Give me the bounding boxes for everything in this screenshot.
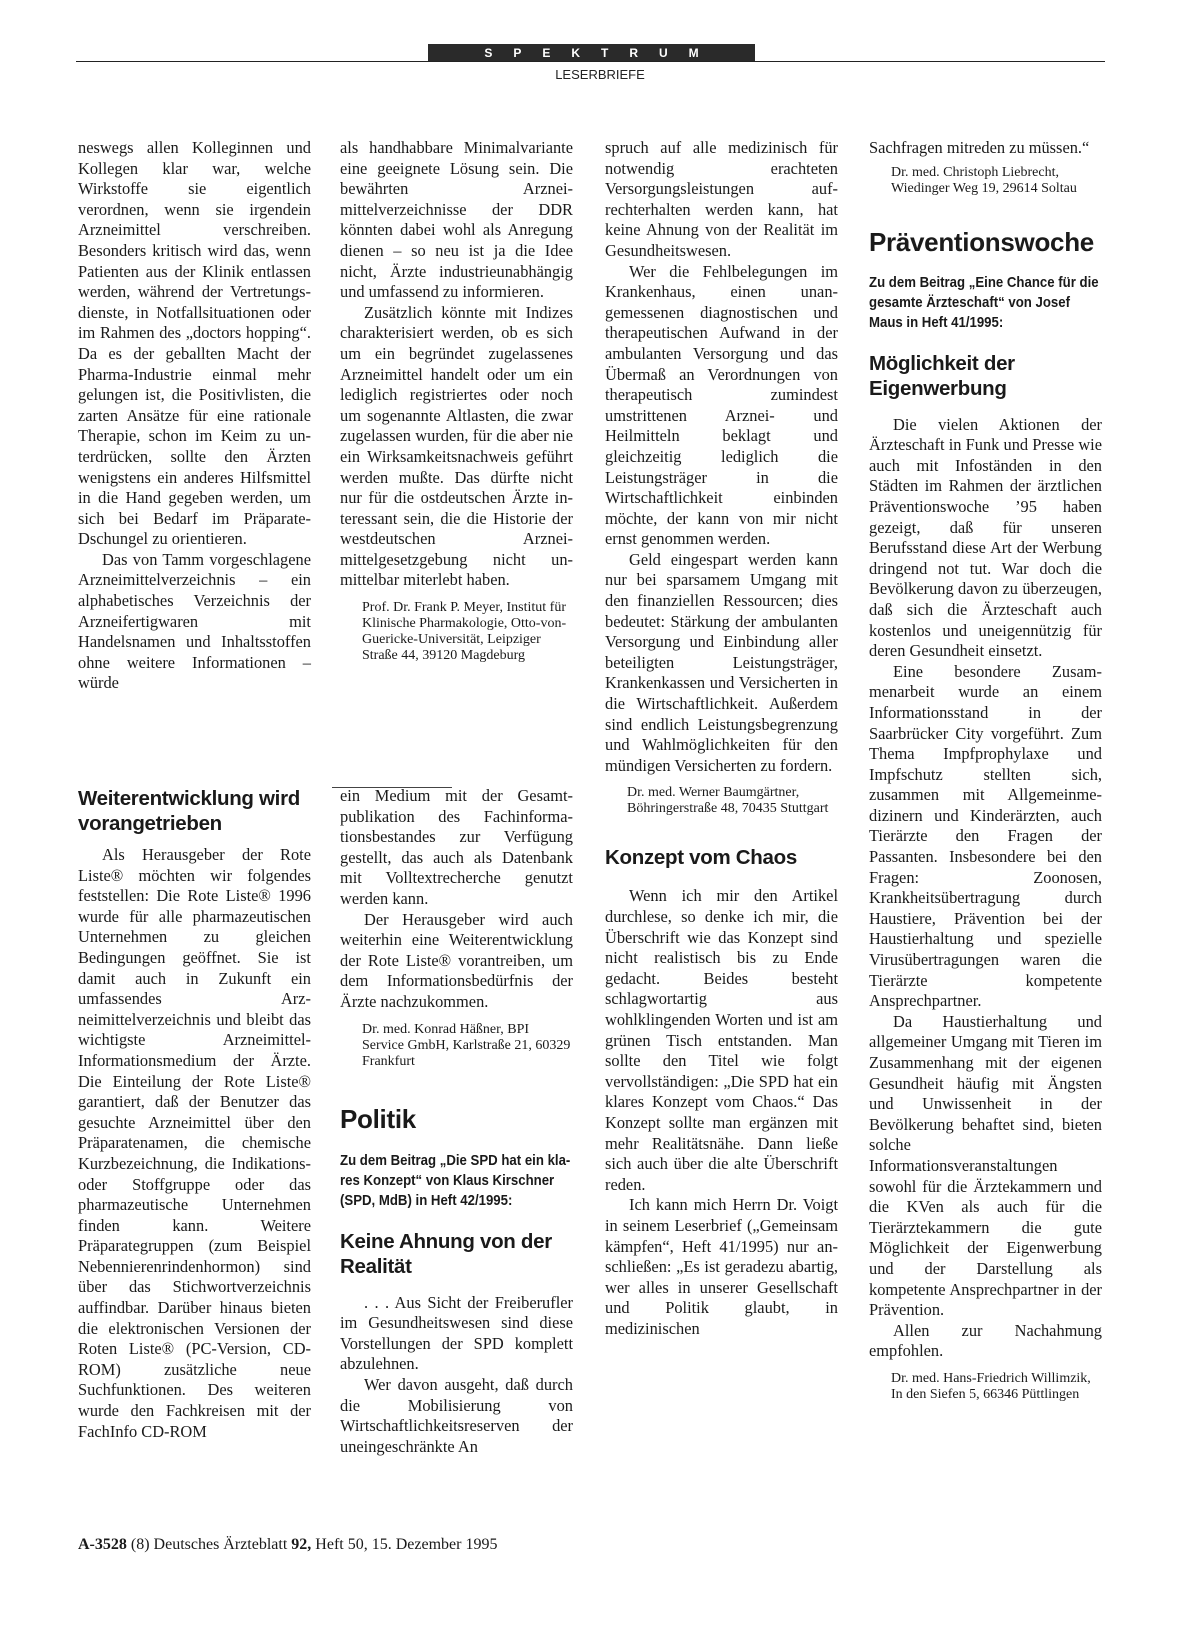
issue-date: Heft 50, 15. Dezember 1995: [315, 1536, 498, 1553]
letter-text: spruch auf alle medizinisch für notwendig erachteten Versorgungsleistungen aufrechterhalten werden kann, hat keine Ahnung von der Realität im Gesundheitswesen.: [605, 138, 838, 260]
letter-text: Da Haustierhaltung und allgemeiner Umgang mit Tieren im Zusammenhang mit der eigenen Gesundheit häufig mit Ängsten und Unwissenheit in der Bevölkerung behaftet sind, bieten solche Informationsveranstaltungen sowohl für die Ärztekammern und die KVen als auch für die Tierärztekammern die gute Möglichkeit der Eigenwerbung und der Darstellung als kompetente Ansprechpartner in der Prävention.: [869, 1011, 1102, 1320]
letter-text: Ich kann mich Herrn Dr. Voigt in seinem Leserbrief („Gemeinsam kämpfen“, Heft 41/1995) nur anschließen: „Es ist geradezu abartig, wer alles in unserer Gesellschaft und Politik glaubt, in medizinischen: [605, 1195, 838, 1338]
column-3: [605, 138, 838, 1339]
letter-text: Der Herausgeber wird auch weiterhin eine Weiterentwicklung der Rote Liste® vorantreiben, um dem Informationsbedürfnis der Ärzte nachzukommen.: [340, 909, 573, 1011]
column-2: [340, 138, 573, 664]
letter-text: ein Medium mit der Gesamtpublikation des Fachinformationsbestandes zur Verfügung gestellt, das auch als Datenbank mit Volltextrecherche genutzt werden kann.: [340, 786, 573, 908]
column-4: [869, 138, 1102, 1403]
letter-text: Die vielen Aktionen der Ärzteschaft in Funk und Presse wie auch mit Infoständen in den Städten im Rahmen der ärztlichen Präventionswoche ’95 haben gezeigt, daß für unseren Berufsstand diese Art der Werbung dringend not tut. War doch die Bevölkerung davon zu überzeugen, daß sich die Ärzteschaft auch kostenlos und uneigennützig für deren Gesundheit einsetzt.: [869, 414, 1102, 661]
reference-line: Zu dem Beitrag „Die SPD hat ein klares Konzept“ von Klaus Kirschner (SPD, MdB) in Heft 42/1995:: [340, 1151, 571, 1209]
letter-text: Das von Tamm vorgeschlagene Arzneimittelverzeichnis – ein alphabetisches Verzeichnis der Arzneifertigwaren mit Handelsnamen und Inhaltsstoffen ohne weitere Informationen – würde: [78, 549, 311, 693]
letter-text: Eine besondere Zusammenarbeit wurde an einem Informationsstand in der Saarbrücker City vorgeführt. Zum Thema Impfprophylaxe und Impfschutz stellten sich, zusammen mit Allgemeinmedizinern und Kinderärzten, auch Tierärzte den Fragen der Passanten. Insbesondere bei den Fragen: Zoonosen, Krankheitsübertragung durch Haustiere, Prävention bei der Haustierhaltung und spezielle Virusübertragungen waren die Tierärzte kompetente Ansprechpartner.: [869, 661, 1102, 1011]
issue-label: (8) Deutsches Ärzteblatt: [130, 1536, 288, 1553]
letter-signature: Dr. med. Christoph Liebrecht, Wiedinger Weg 19, 29614 Soltau: [891, 164, 1077, 196]
letter-text: neswegs allen Kolleginnen und Kollegen klar war, welche Wirkstoffe sie eigentlich verordnen, wenn sie irgendein Arzneimittel verschreiben. Besonders kritisch wird das, wenn Patienten aus der Klinik entlassen werden, während der Vertretungsdienste, in Notfallsituationen oder im Rahmen des „doctors hopping“. Da es der geballten Macht der Pharma-Industrie einmal mehr gelungen ist, die Positivlisten, die zarten Ansätze für eine rationale Therapie, schon im Keim zu unterdrücken, sollte den Ärzten wenigstens ein anderes Hilfsmittel in die Hand gegeben werden, um sich bei Bedarf im Präparate-Dschungel zu orientieren.: [78, 138, 311, 549]
letter-text: als handhabbare Minimalvariante eine geeignete Lösung sein. Die bewährten Arzneimittelverzeichnisse der DDR könnten dabei wohl als Anregung dienen – so neu ist ja die Idee nicht, Ärzte industrieunabhängig und umfassend zu informieren.: [340, 138, 573, 302]
reference-line: Zu dem Beitrag „Eine Chance für die gesamte Ärzteschaft“ von Josef Maus in Heft 41/1995:: [869, 273, 1099, 331]
section-kicker-bar: [428, 44, 755, 62]
letter-text: Zusätzlich könnte mit Indizes charakterisiert werden, ob es sich um ein begründet zugelassenes Arzneimittel handelt oder um ein lediglich registriertes oder noch um sogenannte Altlasten, die zwar zugelassen wurden, für die aber nie ein Wirksamkeitsnachweis geführt werden mußte. Das dürfte nicht nur für die ostdeutschen Ärzte interessant sein, die die Historie der westdeutschen Arzneimittelgesetzgebung nicht unmittelbar miterlebt haben.: [340, 302, 573, 590]
letter-signature: Dr. med. Konrad Häßner, BPI Service GmbH, Karlstraße 21, 60329 Frankfurt: [362, 1021, 571, 1069]
letter-text: Wer davon ausgeht, daß durch die Mobilisierung von Wirtschaftlichkeitsreserven der uneingeschränkte An: [340, 1374, 573, 1456]
letter-signature: Dr. med. Hans-Friedrich Willimzik, In den Siefen 5, 66346 Püttlingen: [891, 1370, 1091, 1402]
section-label: LESERBRIEFE: [555, 67, 645, 82]
letter-heading: Keine Ahnung von der Realität: [340, 1229, 552, 1278]
letter-text: Sachfragen mitreden zu müssen.“: [869, 138, 1090, 157]
column-1-lower: [78, 786, 311, 1442]
page-footer: [78, 1536, 497, 1554]
letter-signature: Prof. Dr. Frank P. Meyer, Institut für Klinische Pharmakologie, Otto-von-Guericke-Universität, Leipziger Straße 44, 39120 Magdeburg: [362, 600, 567, 664]
section-heading-politik: Politik: [340, 1103, 416, 1134]
letter-signature: Dr. med. Werner Baumgärtner, Böhringerstraße 48, 70435 Stuttgart: [627, 785, 829, 817]
letter-text: Geld eingespart werden kann nur bei sparsamem Umgang mit den finanziellen Ressourcen; dies bedeutet: Stärkung der ambulanten Versorgung und Einbindung aller beteiligten Leistungsträger, Krankenkassen und Versicherten in die Wirtschaftlichkeit. Außerdem sind endlich Leistungsbegrenzung und Wahlmöglichkeiten für den mündigen Versicherten zu fordern.: [605, 549, 838, 775]
letter-text: Wer die Fehlbelegungen im Krankenhaus, einen unangemessenen diagnostischen und therapeutischen Aufwand in der ambulanten Versorgung und das Übermaß an Verordnungen von therapeutisch zumindest umstrittenen Arznei- und Heilmitteln beklagt und gleichzeitig lediglich die Leistungsträger in die Wirtschaftlichkeit einbinden möchte, der kann von mir nicht ernst genommen werden.: [605, 261, 838, 549]
letter-heading: Weiterentwicklung wird vorangetrieben: [78, 787, 300, 835]
column-2-lower: [340, 786, 573, 1457]
letter-heading: Konzept vom Chaos: [605, 846, 797, 870]
letter-heading: Möglichkeit der Eigenwerbung: [869, 351, 1015, 400]
letter-text: Wenn ich mir den Artikel durchlese, so denke ich mir, die Überschrift wie das Konzept sind nicht realistisch bis zu Ende gedacht. Beides besteht schlagwortartig aus wohlklingenden Worten und ist am grünen Tisch entstanden. Man sollte den Titel wie folgt vervollständigen: „Die SPD hat ein klares Konzept vom Chaos.“ Das Konzept sollte man ergänzen mit mehr Realitätsnähe. Dann ließe sich auch über die alte Überschrift reden.: [605, 886, 838, 1194]
volume-number: 92,: [291, 1536, 312, 1553]
section-heading-praeventionswoche: Präventionswoche: [869, 226, 1094, 257]
letter-text: . . . Aus Sicht der Freiberufler im Gesundheitswesen sind diese Vorstellungen der SPD komplett abzulehnen.: [340, 1292, 573, 1374]
page-folio: A-3528: [78, 1536, 127, 1553]
header-rule: [76, 61, 1105, 62]
letter-text: Allen zur Nachahmung empfohlen.: [869, 1320, 1102, 1361]
letter-text: Als Herausgeber der Rote Liste® möchten wir folgendes feststellen: Die Rote Liste® 1996 wurde für alle pharmazeutischen Unternehmen zu gleichen Bedingungen geöffnet. Sie ist damit auch in Zukunft ein umfassendes Arzneimittelverzeichnis und bleibt das wichtigste Arzneimittel-Informationsmedium der Ärzte. Die Einteilung der Rote Liste® garantiert, daß der Benutzer das gesuchte Arzneimittel über den Präparatenamen, die chemische Kurzbezeichnung, die Indikations- oder Stoffgruppe oder das pharmazeutische Unternehmen finden kann. Weitere Präparategruppen (zum Beispiel Nebennierenrindenhormon) sind über das Stichwortverzeichnis auffindbar. Darüber hinaus bieten die elektronischen Versionen der Roten Liste® (PC-Version, CD-ROM) zusätzliche neue Suchfunktionen. Des weiteren wurde den Fachkreisen mit der FachInfo CD-ROM: [78, 845, 311, 1441]
section-kicker: SPEKTRUM: [484, 46, 720, 60]
column-1: [78, 138, 311, 694]
